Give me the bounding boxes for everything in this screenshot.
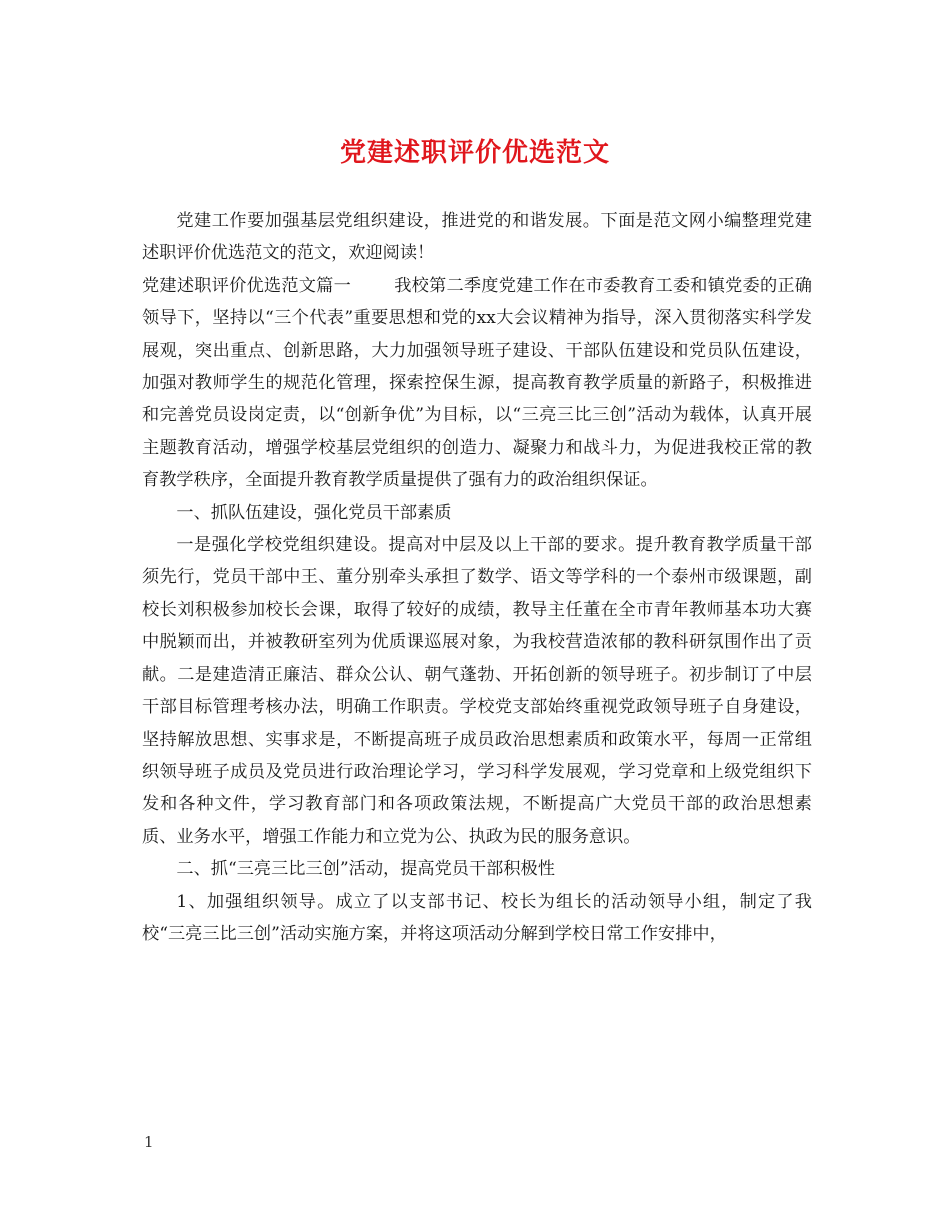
document-body <box>142 205 812 950</box>
section-intro-text: 我校第二季度党建工作在市委教育工委和镇党委的正确领导下，坚持以“三个代表”重要思想和党的xx大会议精神为指导，深入贯彻落实科学发展观，突出重点、创新思路，大力加强领导班子建设、干部队伍建设和党员队伍建设，加强对教师学生的规范化管理，探索控保生源，提高教育教学质量的新路子，积极推进和完善党员设岗定责，以“创新争优”为目标，以“三亮三比三创”活动为载体，认真开展主题教育活动，增强学校基层党组织的创造力、凝聚力和战斗力，为促进我校正常的教育教学秩序，全面提升教育教学质量提供了强有力的政治组织保证。 <box>142 275 812 491</box>
section-intro-paragraph <box>142 270 812 497</box>
intro-paragraph: 党建工作要加强基层党组织建设，推进党的和谐发展。下面是范文网小编整理党建述职评价优选范文的范文，欢迎阅读！ <box>142 211 812 264</box>
section-label: 党建述职评价优选范文篇一 <box>142 275 351 296</box>
paragraph-2: 1、加强组织领导。成立了以支部书记、校长为组长的活动领导小组，制定了我校“三亮三比三创”活动实施方案，并将这项活动分解到学校日常工作安排中， <box>142 891 812 944</box>
page-number: 1 <box>144 1133 154 1151</box>
heading-2: 二、抓“三亮三比三创”活动，提高党员干部积极性 <box>176 859 555 880</box>
paragraph-1: 一是强化学校党组织建设。提高对中层及以上干部的要求。提升教育教学质量干部须先行，党员干部中王、董分别牵头承担了数学、语文等学科的一个泰州市级课题，副校长刘积极参加校长会课，取得了较好的成绩，教导主任董在全市青年教师基本功大赛中脱颖而出，并被教研室列为优质课巡展对象，为我校营造浓郁的教科研氛围作出了贡献。二是建造清正廉洁、群众公认、朝气蓬勃、开拓创新的领导班子。初步制订了中层干部目标管理考核办法，明确工作职责。学校党支部始终重视党政领导班子自身建设，坚持解放思想、实事求是，不断提高班子成员政治思想素质和政策水平，每周一正常组织领导班子成员及党员进行政治理论学习，学习科学发展观，学习党章和上级党组织下发和各种文件，学习教育部门和各项政策法规，不断提高广大党员干部的政治思想素质、业务水平，增强工作能力和立党为公、执政为民的服务意识。 <box>142 535 812 847</box>
document-title: 党建述职评价优选范文 <box>339 138 610 168</box>
heading-1: 一、抓队伍建设，强化党员干部素质 <box>176 502 452 523</box>
